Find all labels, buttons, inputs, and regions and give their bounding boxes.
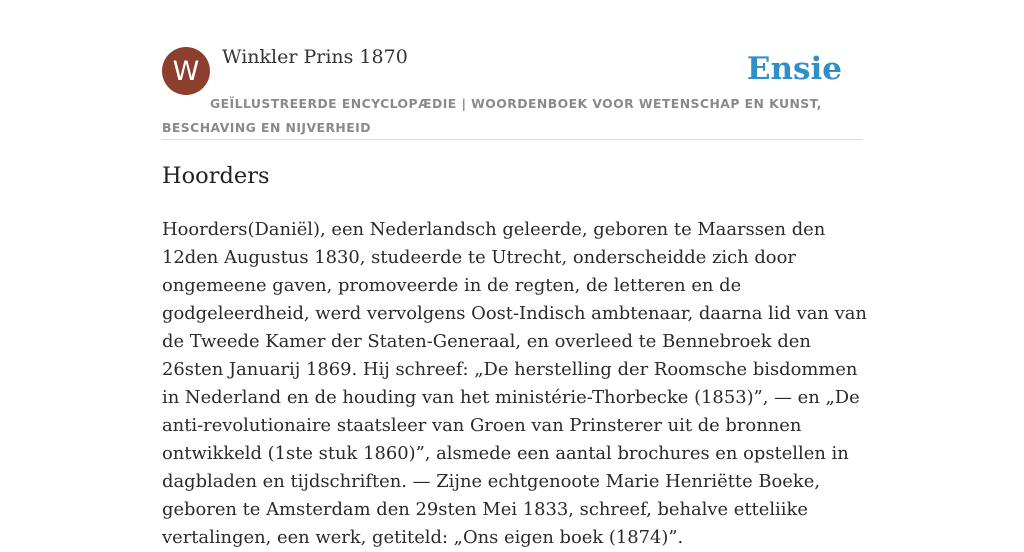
source-subtitle: GEÏLLUSTREERDE ENCYCLOPÆDIE | WOORDENBOEK VOOR WETENSCHAP EN KUNST, BESCHAVING EN NIJVERHEID <box>162 96 822 135</box>
page <box>162 0 867 548</box>
entry-body: Hoorders(Daniël), een Nederlandsch geleerde, geboren te Maarssen den 12den Augustus 1830, studeerde te Utrecht, onderscheidde zich door ongemeene gaven, promoveerde in de regten, de letteren en de godgeleerdheid, werd vervolgens Oost-Indisch ambtenaar, daarna lid van van de Tweede Kamer der Staten-Generaal, en overleed te Bennebroek den 26sten Januarij 1869. Hij schreef: „De herstelling der Roomsche bisdommen in Nederland en de houding van het ministérie-Thorbecke (1853)”, — en „De anti-revolutionaire staatsleer van Groen van Prinsterer uit de bronnen ontwikkeld (1ste stuk 1860)”, alsmede een aantal brochures en opstellen in dagbladen en tijdschriften. — Zijne echtgenoote Marie Henriëtte Boeke, geboren te Amsterdam den 29sten Mei 1833, schreef, behalve etteliike vertalingen, een werk, getiteld: „Ons eigen boek (1874)”. <box>162 219 867 548</box>
entry-title: Hoorders <box>162 163 270 189</box>
header-divider <box>162 139 862 140</box>
ensie-logo[interactable]: Ensie <box>746 51 842 87</box>
source-title-link[interactable]: Winkler Prins 1870 <box>222 46 408 68</box>
avatar-letter: W <box>172 55 200 87</box>
source-avatar[interactable] <box>162 47 210 95</box>
